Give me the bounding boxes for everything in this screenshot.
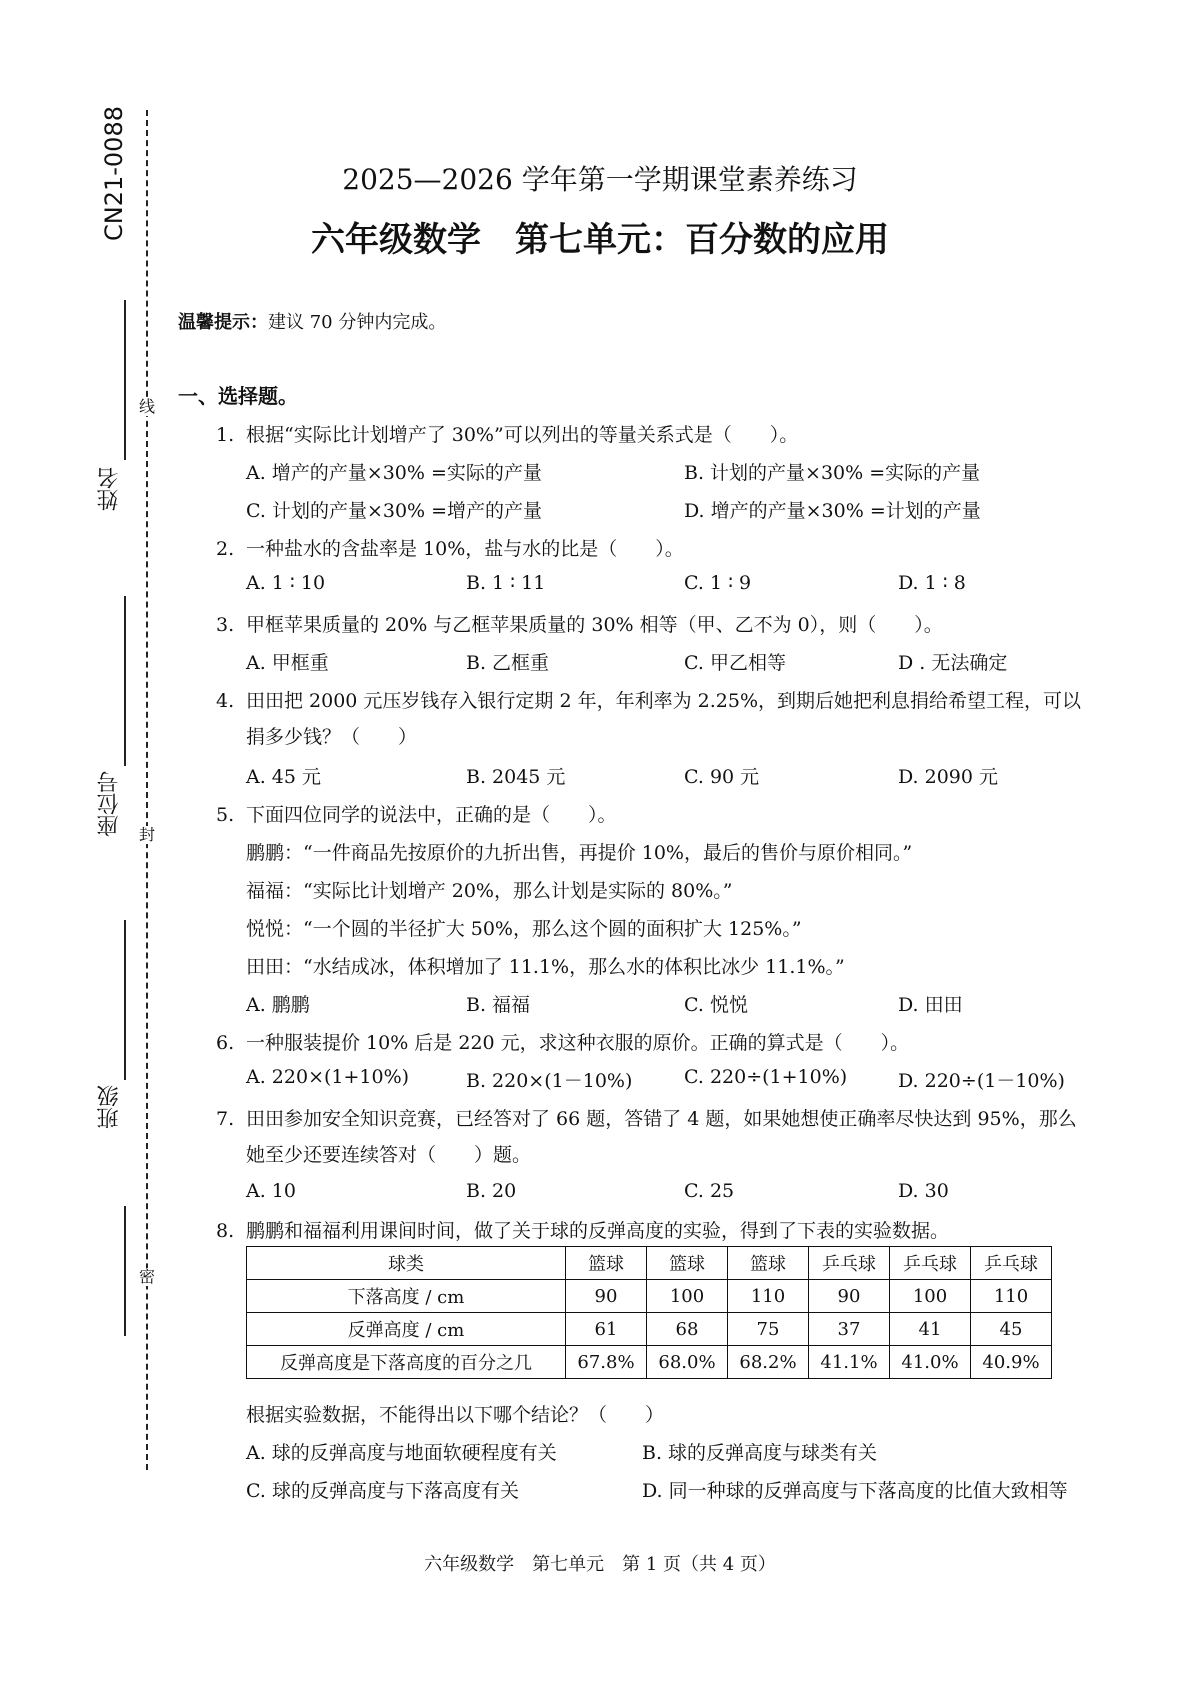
class-label: 班级 xyxy=(97,1085,122,1129)
q5-option-b[interactable]: B. 福福 xyxy=(466,994,531,1016)
q4-option-c[interactable]: C. 90 元 xyxy=(684,766,760,788)
question-text: 鹏鹏和福福利用课间时间，做了关于球的反弹高度的实验，得到了下表的实验数据。 xyxy=(246,1220,950,1242)
question-8 xyxy=(216,1216,1136,1243)
tip-label: 温馨提示： xyxy=(178,312,268,333)
question-number: 8. xyxy=(216,1220,235,1242)
question-number: 4. xyxy=(216,690,235,712)
page-footer: 六年级数学 第七单元 第 1 页（共 4 页） xyxy=(424,1554,776,1575)
table-cell: 90 xyxy=(809,1280,890,1313)
question-7 xyxy=(216,1104,1136,1131)
statement-fufu: 福福：“实际比计划增产 20%，那么计划是实际的 80%。” xyxy=(246,880,733,902)
question-number: 6. xyxy=(216,1032,235,1054)
table-cell: 下落高度 / cm xyxy=(247,1280,566,1313)
q6-option-d[interactable]: D. 220÷(1－10%) xyxy=(898,1070,1065,1092)
question-4-continued: 捐多少钱？（ ） xyxy=(246,726,418,748)
q7-option-a[interactable]: A. 10 xyxy=(246,1180,296,1202)
question-text: 一种盐水的含盐率是 10%，盐与水的比是（ ）。 xyxy=(246,538,684,560)
question-7-continued: 她至少还要连续答对（ ）题。 xyxy=(246,1144,532,1166)
question-8-ask: 根据实验数据，不能得出以下哪个结论？（ ） xyxy=(246,1404,665,1426)
table-cell: 68 xyxy=(647,1313,728,1346)
table-cell: 110 xyxy=(971,1280,1052,1313)
table-cell: 68.0% xyxy=(647,1346,728,1379)
table-cell: 90 xyxy=(566,1280,647,1313)
q8-option-d[interactable]: D. 同一种球的反弹高度与下落高度的比值大致相等 xyxy=(642,1480,1068,1502)
seat-number-label: 座位号 xyxy=(97,771,122,837)
question-text: 田田参加安全知识竞赛，已经答对了 66 题，答错了 4 题，如果她想使正确率尽快达到 95%，那么 xyxy=(246,1108,1077,1130)
question-text: 一种服装提价 10% 后是 220 元，求这种衣服的原价。正确的算式是（ ）。 xyxy=(246,1032,910,1054)
q8-option-c[interactable]: C. 球的反弹高度与下落高度有关 xyxy=(246,1480,519,1502)
seal-mark-seal: 封 xyxy=(138,825,155,844)
question-number: 5. xyxy=(216,804,235,826)
q7-option-c[interactable]: C. 25 xyxy=(684,1180,735,1202)
question-text: 下面四位同学的说法中，正确的是（ ）。 xyxy=(246,804,617,826)
q4-option-d[interactable]: D. 2090 元 xyxy=(898,766,999,788)
q3-option-d[interactable]: D . 无法确定 xyxy=(898,652,1008,674)
tip xyxy=(178,308,446,334)
table-cell: 41.0% xyxy=(890,1346,971,1379)
experiment-table xyxy=(246,1246,1052,1379)
q3-option-c[interactable]: C. 甲乙相等 xyxy=(684,652,786,674)
paper-code: CN21-0088 xyxy=(100,106,128,242)
question-text: 根据“实际比计划增产了 30%”可以列出的等量关系式是（ ）。 xyxy=(246,424,799,446)
q1-option-a[interactable]: A. 增产的产量×30% =实际的产量 xyxy=(246,462,542,484)
table-header-cell: 乒乓球 xyxy=(809,1247,890,1280)
q1-option-d[interactable]: D. 增产的产量×30% =计划的产量 xyxy=(684,500,981,522)
table-cell: 100 xyxy=(647,1280,728,1313)
table-cell: 反弹高度是下落高度的百分之几 xyxy=(247,1346,566,1379)
question-4 xyxy=(216,686,1136,713)
name-field[interactable] xyxy=(96,300,136,511)
question-6 xyxy=(216,1028,1136,1055)
table-row xyxy=(247,1280,1052,1313)
table-cell: 反弹高度 / cm xyxy=(247,1313,566,1346)
table-cell: 41 xyxy=(890,1313,971,1346)
q1-option-c[interactable]: C. 计划的产量×30% =增产的产量 xyxy=(246,500,543,522)
question-text: 田田把 2000 元压岁钱存入银行定期 2 年，年利率为 2.25%，到期后她把利息捐给希望工程，可以 xyxy=(246,690,1082,712)
seal-mark-line: 线 xyxy=(138,397,155,416)
q5-option-a[interactable]: A. 鹏鹏 xyxy=(246,994,310,1016)
table-cell: 100 xyxy=(890,1280,971,1313)
q3-option-a[interactable]: A. 甲框重 xyxy=(246,652,329,674)
question-number: 3. xyxy=(216,614,235,636)
seat-number-field[interactable] xyxy=(96,596,136,836)
question-5 xyxy=(216,800,1136,827)
table-row xyxy=(247,1247,1052,1280)
table-row xyxy=(247,1346,1052,1379)
table-header-cell: 篮球 xyxy=(728,1247,809,1280)
q7-option-b[interactable]: B. 20 xyxy=(466,1180,517,1202)
table-header-cell: 乒乓球 xyxy=(971,1247,1052,1280)
table-cell: 37 xyxy=(809,1313,890,1346)
tip-text: 建议 70 分钟内完成。 xyxy=(268,312,447,333)
seal-mark-secret: 密 xyxy=(138,1267,155,1286)
q6-option-c[interactable]: C. 220÷(1+10%) xyxy=(684,1066,848,1088)
q3-option-b[interactable]: B. 乙框重 xyxy=(466,652,550,674)
name-label: 姓名 xyxy=(97,467,122,511)
blank-field xyxy=(96,1206,136,1336)
table-header-cell: 乒乓球 xyxy=(890,1247,971,1280)
question-number: 2. xyxy=(216,538,235,560)
q6-option-a[interactable]: A. 220×(1+10%) xyxy=(246,1066,410,1088)
q4-option-a[interactable]: A. 45 元 xyxy=(246,766,322,788)
table-cell: 61 xyxy=(566,1313,647,1346)
question-number: 1. xyxy=(216,424,235,446)
q4-option-b[interactable]: B. 2045 元 xyxy=(466,766,566,788)
statement-yueyue: 悦悦：“一个圆的半径扩大 50%，那么这个圆的面积扩大 125%。” xyxy=(246,918,802,940)
seal-dashed-line xyxy=(146,110,148,1470)
table-header-cell: 球类 xyxy=(247,1247,566,1280)
table-cell: 45 xyxy=(971,1313,1052,1346)
section-title: 一、选择题。 xyxy=(178,384,298,408)
table-header-cell: 篮球 xyxy=(566,1247,647,1280)
question-1 xyxy=(216,420,1136,447)
q7-option-d[interactable]: D. 30 xyxy=(898,1180,949,1202)
table-header-cell: 篮球 xyxy=(647,1247,728,1280)
table-cell: 41.1% xyxy=(809,1346,890,1379)
question-text: 甲框苹果质量的 20% 与乙框苹果质量的 30% 相等（甲、乙不为 0），则（ ）。 xyxy=(246,614,943,636)
statement-pengpeng: 鹏鹏：“一件商品先按原价的九折出售，再提价 10%，最后的售价与原价相同。” xyxy=(246,842,913,864)
question-3 xyxy=(216,610,1136,637)
table-row xyxy=(247,1313,1052,1346)
q2-option-a[interactable]: A. 1 ∶ 10 xyxy=(246,572,326,594)
q1-option-b[interactable]: B. 计划的产量×30% =实际的产量 xyxy=(684,462,981,484)
q6-option-b[interactable]: B. 220×(1－10%) xyxy=(466,1070,633,1092)
table-cell: 68.2% xyxy=(728,1346,809,1379)
q2-option-c[interactable]: C. 1 ∶ 9 xyxy=(684,572,752,594)
table-cell: 67.8% xyxy=(566,1346,647,1379)
q2-option-d[interactable]: D. 1 ∶ 8 xyxy=(898,572,966,594)
statement-tiantian: 田田：“水结成冰，体积增加了 11.1%，那么水的体积比冰少 11.1%。” xyxy=(246,956,845,978)
q8-option-b[interactable]: B. 球的反弹高度与球类有关 xyxy=(642,1442,878,1464)
exam-subtitle: 六年级数学 第七单元：百分数的应用 xyxy=(311,220,889,260)
q2-option-b[interactable]: B. 1 ∶ 11 xyxy=(466,572,546,594)
question-2 xyxy=(216,534,1136,561)
table-cell: 40.9% xyxy=(971,1346,1052,1379)
q5-option-c[interactable]: C. 悦悦 xyxy=(684,994,748,1016)
class-field[interactable] xyxy=(96,920,136,1130)
table-cell: 75 xyxy=(728,1313,809,1346)
question-number: 7. xyxy=(216,1108,235,1130)
table-cell: 110 xyxy=(728,1280,809,1313)
exam-title: 2025—2026 学年第一学期课堂素养练习 xyxy=(342,163,858,196)
q5-option-d[interactable]: D. 田田 xyxy=(898,994,963,1016)
q8-option-a[interactable]: A. 球的反弹高度与地面软硬程度有关 xyxy=(246,1442,557,1464)
